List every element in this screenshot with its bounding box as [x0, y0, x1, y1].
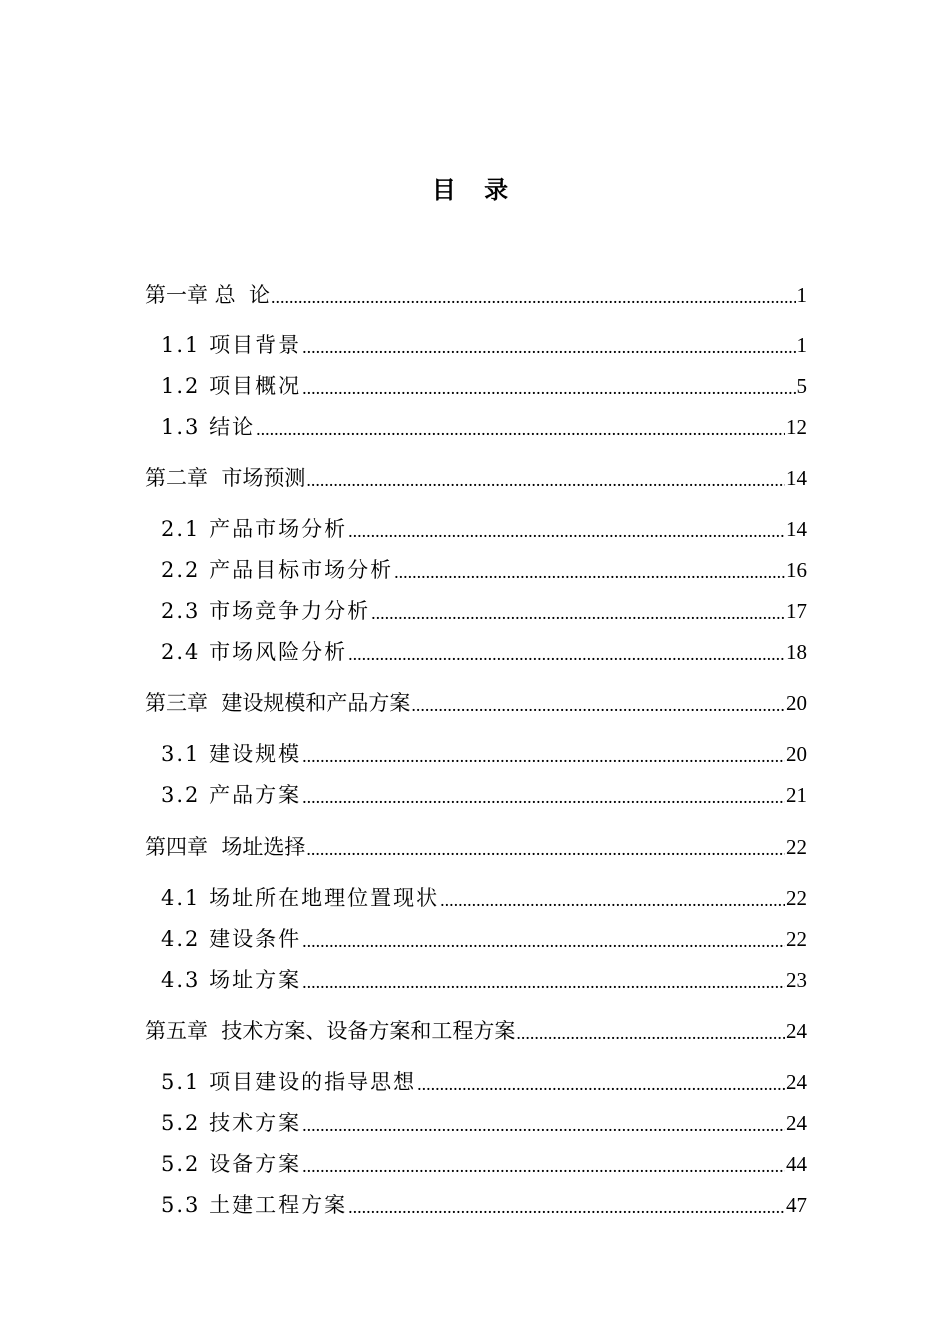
toc-entry-label: 4.3 场址方案 [161, 968, 302, 992]
toc-dot-leader [348, 641, 785, 667]
toc-dot-leader [302, 969, 785, 995]
toc-section-entry[interactable] [161, 371, 807, 401]
toc-section-entry[interactable] [161, 1149, 807, 1179]
toc-section-entry[interactable] [161, 883, 807, 913]
toc-page-number: 16 [786, 558, 807, 582]
toc-entry-label: 5.3 土建工程方案 [161, 1193, 348, 1217]
toc-page-number: 24 [786, 1070, 807, 1094]
toc-entry-label: 第四章 场址选择 [145, 835, 306, 859]
toc-page-number: 22 [786, 886, 807, 910]
toc-page-number: 14 [786, 466, 807, 490]
toc-entry-label: 1.3 结论 [161, 415, 256, 439]
toc-entry-label: 第五章 技术方案、设备方案和工程方案 [145, 1019, 516, 1043]
toc-section-entry[interactable] [161, 330, 807, 360]
toc-section-entry[interactable] [161, 1190, 807, 1220]
toc-dot-leader [302, 928, 785, 954]
toc-chapter-entry[interactable] [145, 832, 807, 862]
toc-dot-leader [271, 284, 795, 310]
toc-entry-label: 2.4 市场风险分析 [161, 640, 348, 664]
toc-dot-leader [256, 416, 785, 442]
toc-dot-leader [302, 1153, 785, 1179]
toc-section-entry[interactable] [161, 637, 807, 667]
toc-dot-leader [306, 467, 785, 493]
toc-dot-leader [417, 1071, 785, 1097]
toc-page-number: 24 [786, 1111, 807, 1135]
toc-section-entry[interactable] [161, 780, 807, 810]
toc-entry-label: 1.2 项目概况 [161, 374, 302, 398]
toc-dot-leader [371, 600, 785, 626]
toc-entry-label: 4.2 建设条件 [161, 927, 302, 951]
toc-entry-label: 2.3 市场竞争力分析 [161, 599, 371, 623]
toc-chapter-entry[interactable] [145, 1016, 807, 1046]
toc-page-number: 12 [786, 415, 807, 439]
toc-section-entry[interactable] [161, 596, 807, 626]
toc-dot-leader [302, 743, 785, 769]
toc-page-number: 14 [786, 517, 807, 541]
toc-page-number: 24 [786, 1019, 807, 1043]
toc-entry-label: 5.2 设备方案 [161, 1152, 302, 1176]
toc-dot-leader [348, 1194, 785, 1220]
toc-entry-label: 1.1 项目背景 [161, 333, 302, 357]
toc-page-number: 23 [786, 968, 807, 992]
toc-section-entry[interactable] [161, 1067, 807, 1097]
toc-section-entry[interactable] [161, 965, 807, 995]
toc-section-entry[interactable] [161, 739, 807, 769]
toc-dot-leader [394, 559, 785, 585]
toc-page-number: 47 [786, 1193, 807, 1217]
toc-page-number: 22 [786, 927, 807, 951]
toc-page-number: 22 [786, 835, 807, 859]
toc-entry-label: 第三章 建设规模和产品方案 [145, 691, 411, 715]
toc-chapter-entry[interactable] [145, 463, 807, 493]
toc-entry-label: 2.2 产品目标市场分析 [161, 558, 394, 582]
toc-page-number: 1 [796, 283, 807, 307]
toc-entry-label: 3.1 建设规模 [161, 742, 302, 766]
toc-entry-label: 2.1 产品市场分析 [161, 517, 348, 541]
toc-dot-leader [516, 1020, 785, 1046]
toc-dot-leader [302, 375, 795, 401]
toc-chapter-entry[interactable] [145, 688, 807, 718]
toc-page-number: 1 [796, 333, 807, 357]
toc-page-number: 17 [786, 599, 807, 623]
toc-dot-leader [411, 692, 785, 718]
toc-entry-label: 3.2 产品方案 [161, 783, 302, 807]
toc-section-entry[interactable] [161, 555, 807, 585]
toc-page-number: 21 [786, 783, 807, 807]
toc-page-number: 18 [786, 640, 807, 664]
toc-entry-label: 第一章 总 论 [145, 283, 271, 307]
toc-section-entry[interactable] [161, 412, 807, 442]
toc-page-number: 44 [786, 1152, 807, 1176]
toc-entry-label: 4.1 场址所在地理位置现状 [161, 886, 440, 910]
toc-page-number: 20 [786, 691, 807, 715]
toc-title: 目 录 [431, 176, 519, 204]
toc-entry-label: 5.2 技术方案 [161, 1111, 302, 1135]
toc-dot-leader [302, 784, 785, 810]
toc-page-number: 20 [786, 742, 807, 766]
toc-dot-leader [306, 836, 785, 862]
toc-chapter-entry[interactable] [145, 280, 807, 310]
toc-section-entry[interactable] [161, 514, 807, 544]
toc-dot-leader [302, 334, 795, 360]
toc-dot-leader [440, 887, 785, 913]
toc-dot-leader [348, 518, 785, 544]
toc-entry-label: 第二章 市场预测 [145, 466, 306, 490]
toc-dot-leader [302, 1112, 785, 1138]
toc-section-entry[interactable] [161, 924, 807, 954]
toc-section-entry[interactable] [161, 1108, 807, 1138]
toc-entry-label: 5.1 项目建设的指导思想 [161, 1070, 417, 1094]
toc-page-number: 5 [796, 374, 807, 398]
